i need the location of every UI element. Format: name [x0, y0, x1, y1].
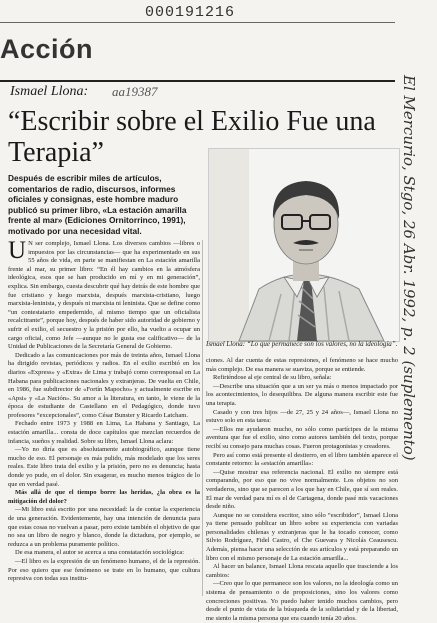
archive-code: 000191216 — [145, 4, 236, 21]
section-rule — [0, 80, 395, 82]
body-paragraph: Pero así como está presente el destierro, en el libro también aparece el constante retorno: la «estación amarilla»: — [206, 451, 398, 468]
body-paragraph: De esa manera, el autor se acerca a una constatación sociológica: — [15, 549, 185, 557]
body-column-left — [8, 237, 200, 596]
body-paragraph: —Creo que lo que permanece son los valores, no la ideología como un sistema de pensamiento o de proposiciones, sino los valores como concreciones positivas. Yo puedo haber tenido muchos cambios, pero desde el punto de vista de la búsqueda de la solidaridad y de la libertad, me siento la misma persona que era cuando tenía 20 años. — [206, 580, 398, 622]
body-paragraph: —Quise mostrar esa referencia nacional. El exilio no siempre está comparando, por eso que no vive normalmente. Los objetos no son verdaderos, sino que se parecen a los que hay en Chile, que sí son reales. El mar de verdad para mí es el de Cartagena, donde pasé mis vacaciones desde niño. — [206, 468, 398, 511]
body-column-right — [206, 357, 398, 622]
lead-paragraph: Después de escribir miles de artículos, comentarios de radio, discursos, informes oficiales y consignas, este hombre maduro publicó su primer libro, «La estación amarilla frente al mar» (Ediciones Ornitorrinco, 1991), motivado por una necesidad vital. — [8, 173, 187, 236]
top-rule — [0, 22, 395, 23]
photo-caption: Ismael Llona: “Lo que permanece son los valores, no la ideología”. — [206, 340, 398, 348]
body-paragraph: —Mi libro está escrito por una necesidad: la de contar la experiencia de una generación. Evidentemente, hay una intención de denuncia para que estas cosas no vuelvan a pasar, pero existe también el objetivo de que no sea un libro de negro y blanco, donde la dictadura, por ejemplo, se reduzca a un problema puramente político. — [8, 506, 200, 548]
handwritten-note: aa19387 — [112, 84, 158, 99]
body-paragraph: —El libro es la expresión de un fenómeno humano, el de la represión. Por eso quiero que ese fenómeno se trate en lo humano, que cultura represiva con todas sus institu- — [8, 557, 200, 583]
body-paragraph: Dedicado a las comunicaciones por más de treinta años, Ismael Llona ha dirigido revistas, periódicos y radios. En el exilio escribió en los diarios «Express» y «Extra» de Lima y trabajó como corresponsal en La Habana para publicaciones nacionales y extranjeras. De vuelta en Chile, en 1986, fue subdirector de «Fortín Mapocho» y actualmente escribe en «Apsi» y «La Nación». Su amor a la literatura, en tanto, le viene de la época de estudiante de Castellano en el Pedagógico, donde tuvo profesores “excepcionales”, como César Bunster y Ricardo Latcham. — [8, 351, 200, 419]
section-title: Acción — [0, 34, 94, 64]
source-note-text: El Mercurio, Stgo, 26 Abr. 1992, p. 2 (suplemento) — [400, 75, 418, 461]
body-paragraph: Fechado entre 1973 y 1988 en Lima, La Habana y Santiago, La estación amarilla... consta de doce capítulos que mezclan recuerdos de infancia, sueños y realidad. Sobre su libro, Ismael Llona aclara: — [8, 420, 200, 445]
body-paragraph: —Yo no diría que es absolutamente autobiográfico, aunque tiene mucho de eso. El personaje es más pulido, más modelado que los seres reales. Este libro trata del exilio y la prisión, pero no es denuncia; hasta donde yo pude, en el dolor. Sin exagerar, es mucho menos trágico de lo que en verdad pasé. — [8, 446, 200, 488]
body-paragraph: Aunque no se considera escritor, sino sólo “escribidor”, Ismael Llona ya tiene pensado publicar un libro sobre su experiencia con variadas personalidades chilenas y extranjeras que le ha tocado conocer, como Silvio Rodríguez, Fidel Castro, el Che Guevara y Nicolás Ceausescu. Además, piensa hacer una selección de sus artículos y está preparando un libro con el mismo personaje de La estación amarilla... — [206, 511, 398, 562]
body-question: Más allá de que el tiempo borre las heridas, ¿la obra es la mitigación del dolor? — [8, 489, 200, 505]
body-paragraph: Refiriéndose al eje central de su libro, señala: — [213, 374, 332, 382]
body-paragraph: —Describe una situación que a un ser ya más o menos impactado por los acontecimientos, lo desequilibra. De alguna manera escribir este fue una terapia. — [206, 382, 398, 407]
column-divider — [202, 240, 203, 596]
kicker: Ismael Llona: — [10, 84, 89, 99]
body-paragraph: Casado y con tres hijos —de 27, 25 y 24 años—, Ismael Llona no estuvo solo en esta tarea: — [206, 408, 398, 425]
dropcap: U — [8, 237, 27, 264]
headline: “Escribir sobre el Exilio Fue una Terapia” — [8, 106, 376, 168]
handwritten-source-note — [400, 75, 437, 595]
body-paragraph: N ser complejo, Ismael Llona. Los diversos cambios —libres o impuestos por las circunstancias— que ha experimentado en sus 55 años de vida, en parte se manifiestan en La estación amarilla frente al mar, su primer libro: “En él hay cambios en la atmósfera ideológica, esos que se han producido en mí y en mi generación”, explica. Sin embargo, cuesta descubrir qué hay detrás de este hombre que fue cristiano y luego marxista, después marxista-cristiano, luego marxista-leninista, y después ni marxista ni leninista. Que se define como “un contestatario empedernido, al mismo tiempo que un oficialista recalcitrante”, porque hoy, después de haber sido autoridad de gobierno y sufrir el exilio, el secuestro y la prisión por ello, ha vuelto a ocupar un cargo oficial, como Jefe —aunque no le gusta ese calificativo— de la Unidad de Publicaciones de la Secretaría General de Gobierno. — [8, 240, 200, 351]
author-photo — [208, 148, 400, 342]
body-paragraph: ciones. Al dar cuenta de estas represiones, el fenómeno se hace mucho más complejo. De esa manera se suaviza, porque se entiende. — [206, 357, 398, 373]
portrait-illustration — [209, 149, 399, 341]
body-paragraph: —Ellos me ayudaron mucho, no sólo como partícipes de la misma aventura que fue el exilio, sino como autores también del texto, porque recibí su consejo para muchas cosas. Fueron protagonistas y creadores. — [206, 425, 398, 450]
body-paragraph: Al hacer un balance, Ismael Llona rescata aquello que trasciende a los cambios: — [206, 563, 398, 579]
